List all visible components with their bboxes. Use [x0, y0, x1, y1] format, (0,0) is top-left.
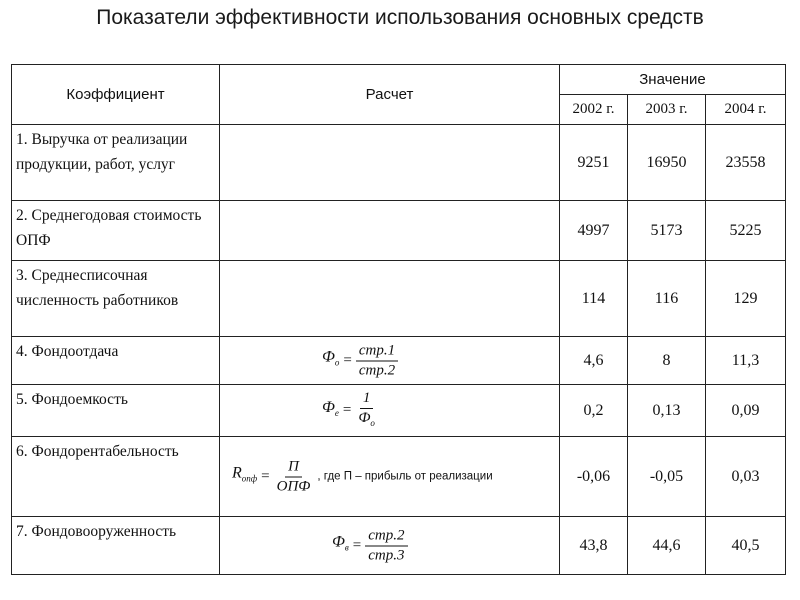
value-2004: 0,03 [706, 437, 786, 517]
header-year-2004: 2004 г. [706, 95, 786, 125]
page-title: Показатели эффективности использования основных средств [96, 6, 704, 29]
value-2002: 9251 [560, 125, 628, 201]
formula-lhs [232, 461, 257, 492]
header-year-2002: 2002 г. [560, 95, 628, 125]
value-2003: 16950 [628, 125, 706, 201]
formula-symbol: Ф [322, 348, 335, 366]
formula-denominator: ОПФ [276, 478, 311, 494]
calc-cell [220, 261, 560, 337]
formula-equals: = [343, 352, 352, 368]
table-row [12, 337, 786, 385]
formula-symbol: Ф [332, 533, 345, 551]
value-2003: 116 [628, 261, 706, 337]
calc-cell [220, 337, 560, 385]
value-2004: 40,5 [706, 517, 786, 575]
table-header-row [12, 65, 786, 95]
formula-denominator-subscript: о [370, 417, 375, 428]
formula-numerator: стр.2 [365, 526, 407, 546]
row-name: 6. Фондорентабельность [12, 437, 220, 517]
value-2003: 5173 [628, 201, 706, 261]
formula-fraction [365, 526, 407, 565]
header-year-2003: 2003 г. [628, 95, 706, 125]
formula-lhs [322, 345, 339, 376]
value-2002: 0,2 [560, 385, 628, 437]
formula-subscript: в [344, 543, 349, 554]
formula-symbol: R [232, 464, 242, 482]
formula-subscript: опф [241, 474, 258, 485]
formula-denominator-group [355, 409, 378, 433]
value-2004: 0,09 [706, 385, 786, 437]
formula-note: , где П – прибыль от реализации [317, 470, 493, 482]
formula-numerator: 1 [360, 389, 374, 409]
formula-equals: = [352, 537, 362, 553]
formula-symbol: Ф [322, 398, 335, 416]
value-2002: -0,06 [560, 437, 628, 517]
value-2004: 23558 [706, 125, 786, 201]
formula-subscript: о [334, 358, 340, 369]
header-value: Значение [560, 65, 786, 95]
formula-equals: = [261, 468, 270, 484]
value-2002: 4997 [560, 201, 628, 261]
formula [322, 341, 398, 380]
value-2004: 5225 [706, 201, 786, 261]
value-2003: 44,6 [628, 517, 706, 575]
row-name: 4. Фондоотдача [12, 337, 220, 385]
table-row [12, 125, 786, 201]
value-2002: 43,8 [560, 517, 628, 575]
formula-subscript: е [334, 408, 339, 419]
value-2002: 114 [560, 261, 628, 337]
table-row [12, 261, 786, 337]
table-row [12, 385, 786, 437]
value-2003: 0,13 [628, 385, 706, 437]
calc-cell [220, 385, 560, 437]
row-name: 2. Среднегодовая стоимость ОПФ [12, 201, 220, 261]
formula-fraction [274, 457, 314, 496]
formula-denominator: стр.2 [358, 362, 396, 378]
row-name: 7. Фондовооруженность [12, 517, 220, 575]
formula-lhs [322, 395, 339, 426]
table-row [12, 201, 786, 261]
value-2002: 4,6 [560, 337, 628, 385]
formula [322, 389, 378, 433]
indicators-table [11, 64, 786, 575]
formula-numerator: П [285, 457, 302, 477]
formula-fraction [355, 389, 378, 433]
formula-fraction [356, 341, 398, 380]
formula-numerator: стр.1 [356, 341, 398, 361]
value-2004: 129 [706, 261, 786, 337]
header-calculation: Расчет [220, 65, 560, 125]
formula [332, 526, 408, 565]
table-row [12, 517, 786, 575]
calc-cell [220, 125, 560, 201]
calc-cell [220, 437, 560, 517]
value-2003: -0,05 [628, 437, 706, 517]
formula-lhs [332, 530, 349, 561]
value-2003: 8 [628, 337, 706, 385]
formula-equals: = [342, 402, 352, 418]
table-row [12, 437, 786, 517]
formula-denominator: Ф [358, 409, 371, 426]
row-name: 3. Среднесписочная численность работников [12, 261, 220, 337]
calc-cell [220, 517, 560, 575]
value-2004: 11,3 [706, 337, 786, 385]
row-name: 5. Фондоемкость [12, 385, 220, 437]
header-coefficient: Коэффициент [12, 65, 220, 125]
formula [232, 457, 493, 496]
formula-denominator: стр.3 [368, 547, 405, 563]
calc-cell [220, 201, 560, 261]
row-name: 1. Выручка от реализации продукции, работ, услуг [12, 125, 220, 201]
